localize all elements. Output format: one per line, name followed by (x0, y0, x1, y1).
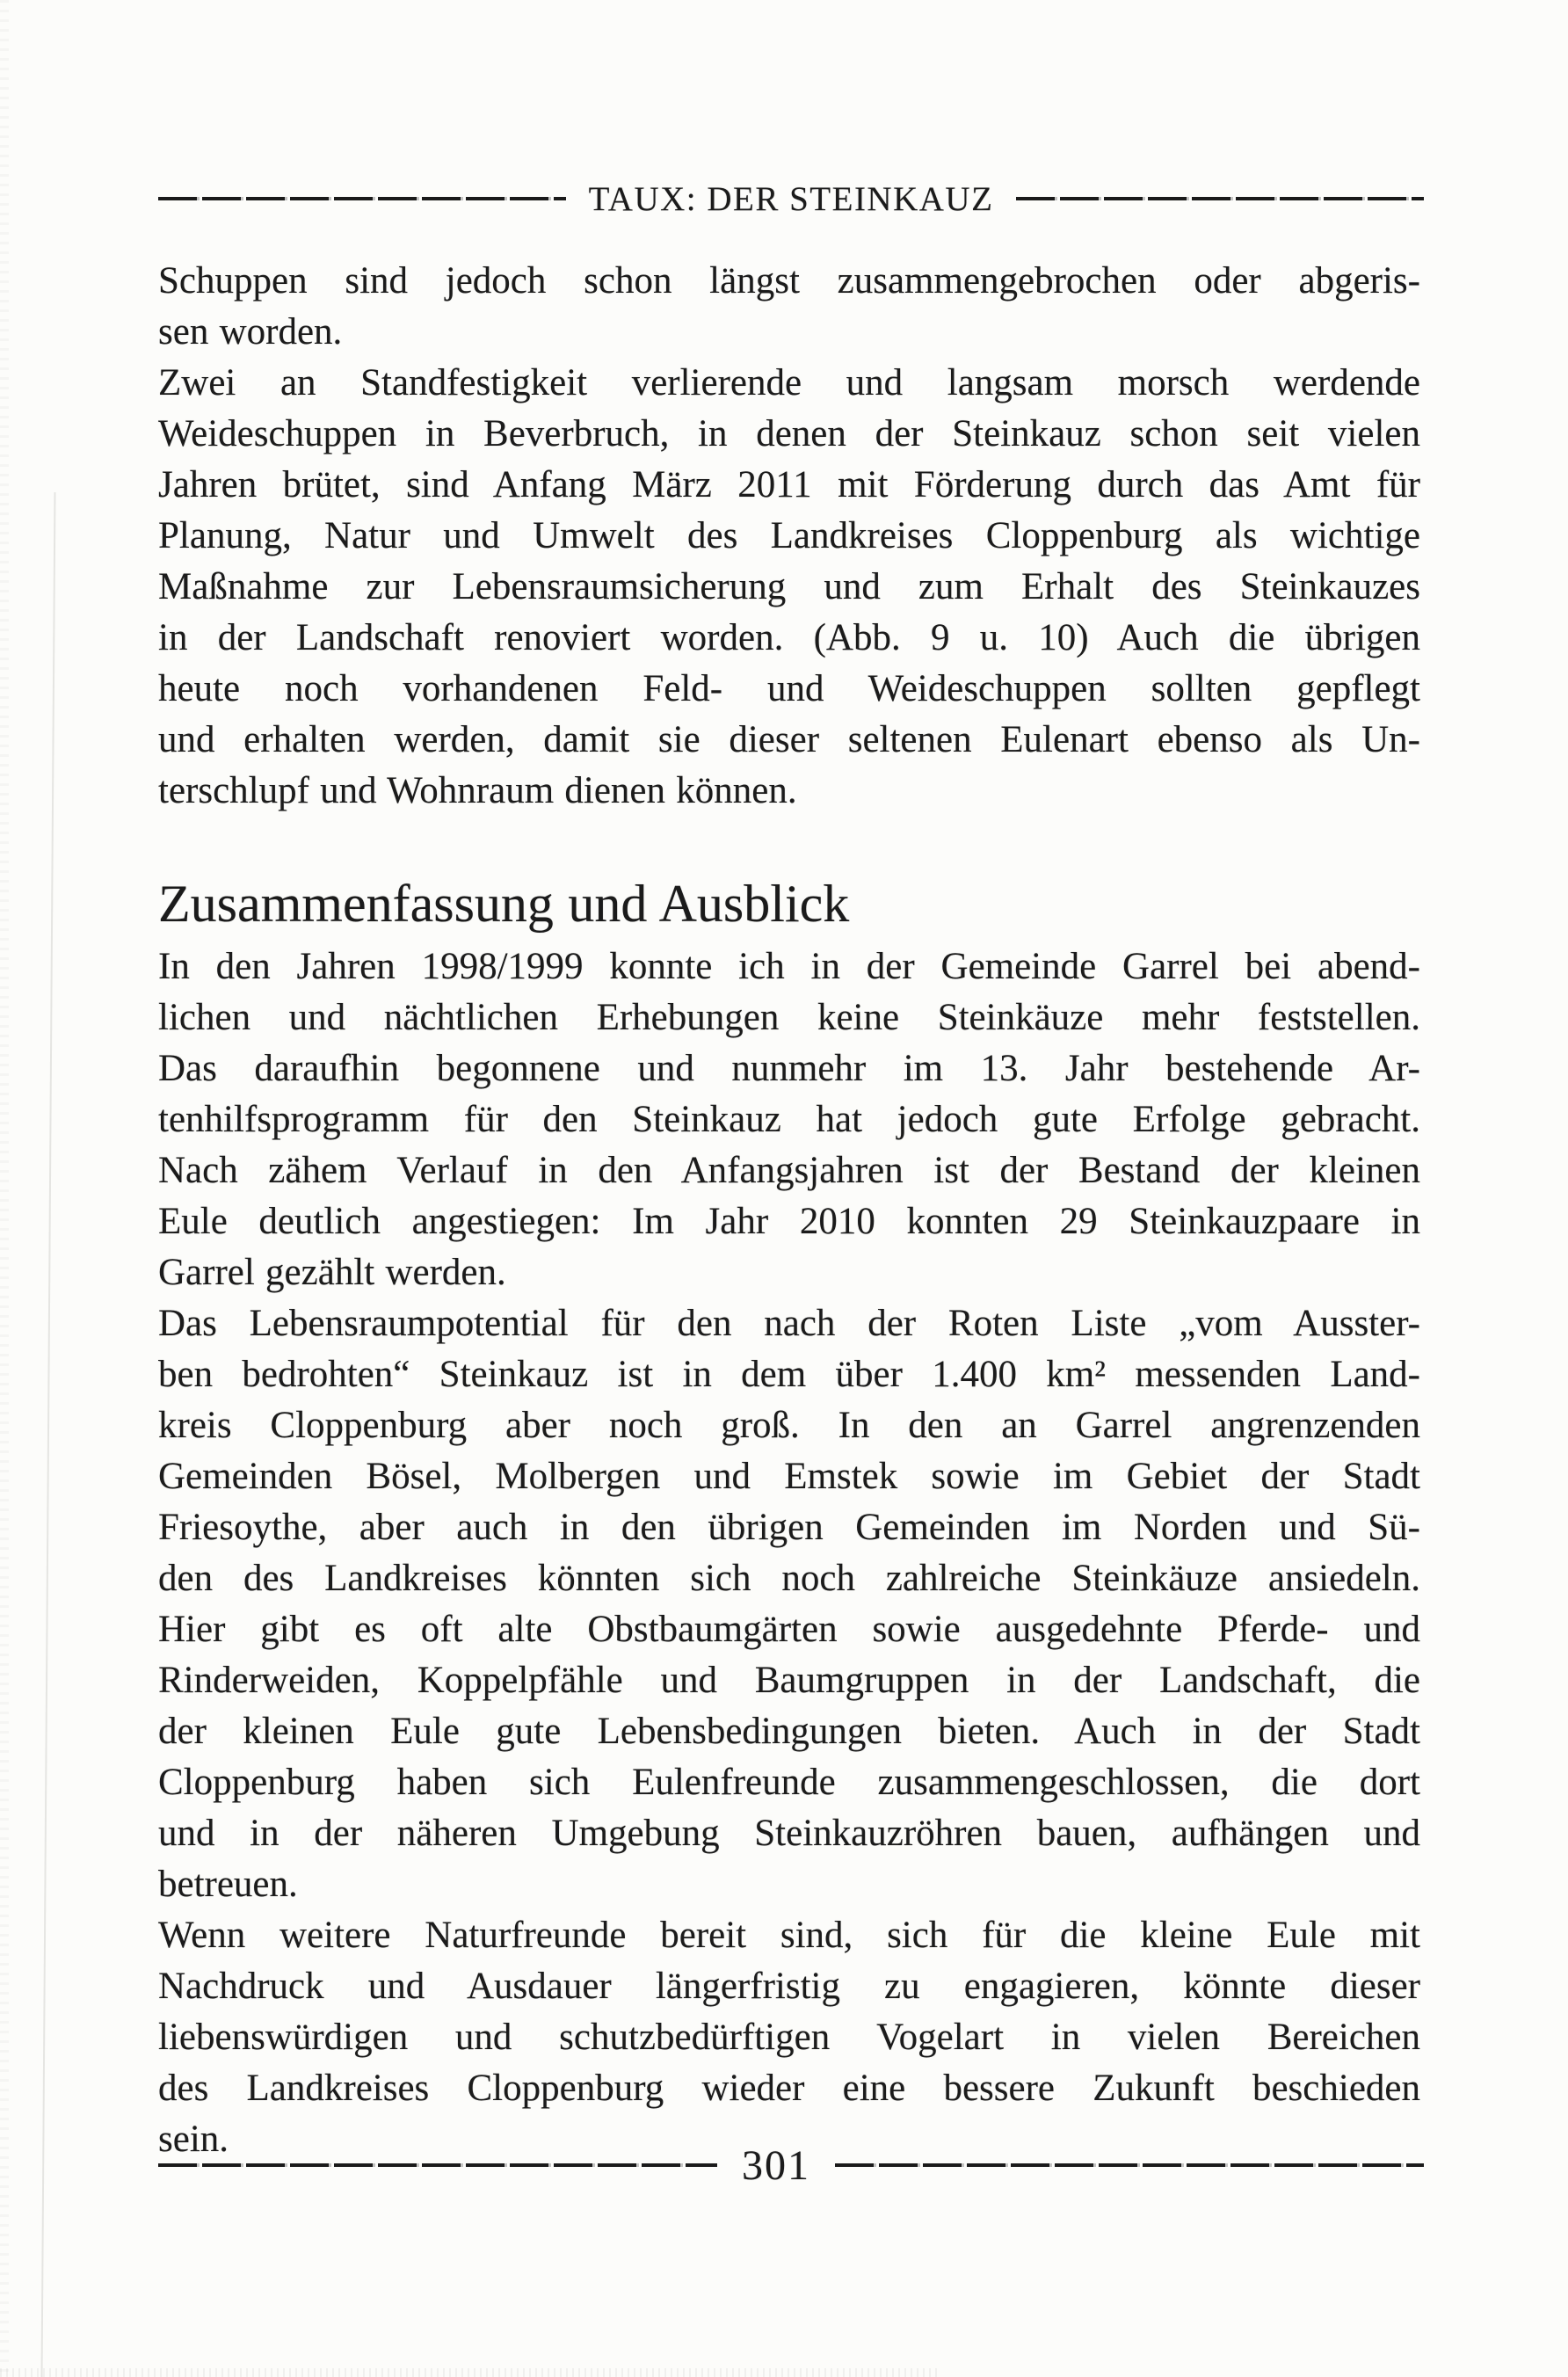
page-number: 301 (742, 2141, 810, 2189)
text-line: Jahren brütet, sind Anfang März 2011 mit Förderung durch das Amt für (158, 464, 1420, 505)
text-line: Maßnahme zur Lebensraumsicherung und zum Erhalt des Steinkauzes (158, 566, 1420, 607)
text-line: Nach zähem Verlauf in den Anfangsjahren ist der Bestand der kleinen (158, 1150, 1420, 1191)
text-line: Gemeinden Bösel, Molbergen und Emstek sowie im Gebiet der Stadt (158, 1456, 1420, 1497)
text-line: Garrel gezählt werden. (158, 1252, 506, 1293)
text-line: terschlupf und Wohnraum dienen können. (158, 770, 797, 811)
text-line: betreuen. (158, 1864, 298, 1905)
text-line: Rinderweiden, Koppelpfähle und Baumgruppen in der Landschaft, die (158, 1660, 1420, 1701)
text-line: Wenn weitere Naturfreunde bereit sind, sich für die kleine Eule mit (158, 1915, 1420, 1956)
scan-artifact-bottom-noise (0, 2368, 940, 2377)
section-heading: Zusammenfassung und Ausblick (158, 875, 850, 933)
header-rule-right (1016, 197, 1424, 200)
text-line: kreis Cloppenburg aber noch groß. In den an Garrel angrenzenden (158, 1405, 1420, 1446)
page-footer (158, 2143, 1424, 2187)
text-line: Das Lebensraumpotential für den nach der Roten Liste „vom Ausster- (158, 1303, 1420, 1344)
text-line: Nachdruck und Ausdauer längerfristig zu engagieren, könnte dieser (158, 1966, 1420, 2007)
text-line: in der Landschaft renoviert worden. (Abb. 9 u. 10) Auch die übrigen (158, 617, 1420, 658)
text-line: Zwei an Standfestigkeit verlierende und langsam morsch werdende (158, 362, 1420, 403)
text-line: tenhilfsprogramm für den Steinkauz hat jedoch gute Erfolge gebracht. (158, 1099, 1420, 1140)
text-line: und erhalten werden, damit sie dieser seltenen Eulenart ebenso als Un- (158, 719, 1420, 760)
running-header (158, 178, 1424, 220)
scan-artifact-left-edge (0, 0, 9, 2377)
text-line: Schuppen sind jedoch schon längst zusammengebrochen oder abgeris- (158, 260, 1420, 302)
text-line: sen worden. (158, 311, 343, 353)
text-line: Eule deutlich angestiegen: Im Jahr 2010 konnten 29 Steinkauzpaare in (158, 1201, 1420, 1242)
running-header-title: TAUX: DER STEINKAUZ (588, 179, 994, 218)
footer-rule-right (835, 2163, 1424, 2167)
text-line: Hier gibt es oft alte Obstbaumgärten sowie ausgedehnte Pferde- und (158, 1609, 1420, 1650)
text-line: lichen und nächtlichen Erhebungen keine Steinkäuze mehr feststellen. (158, 997, 1420, 1038)
scan-artifact-vertical-line (41, 492, 56, 2377)
text-line: Weideschuppen in Beverbruch, in denen der Steinkauz schon seit vielen (158, 413, 1420, 454)
body-text (158, 256, 1420, 2165)
text-line: den des Landkreises könnten sich noch zahlreiche Steinkäuze ansiedeln. (158, 1558, 1420, 1599)
footer-rule-left (158, 2163, 717, 2167)
text-line: Planung, Natur und Umwelt des Landkreises Cloppenburg als wichtige (158, 515, 1420, 556)
text-line: ben bedrohten“ Steinkauz ist in dem über 1.400 km² messenden Land- (158, 1354, 1420, 1395)
text-line: heute noch vorhandenen Feld- und Weideschuppen sollten gepflegt (158, 668, 1420, 709)
text-line: sein. (158, 2119, 229, 2160)
text-line: Friesoythe, aber auch in den übrigen Gemeinden im Norden und Sü- (158, 1507, 1420, 1548)
text-line: Das daraufhin begonnene und nunmehr im 13. Jahr bestehende Ar- (158, 1048, 1420, 1089)
text-line: und in der näheren Umgebung Steinkauzröhren bauen, aufhängen und (158, 1813, 1420, 1854)
text-line: In den Jahren 1998/1999 konnte ich in der Gemeinde Garrel bei abend- (158, 946, 1420, 987)
header-rule-left (158, 197, 566, 200)
text-line: Cloppenburg haben sich Eulenfreunde zusammengeschlossen, die dort (158, 1762, 1420, 1803)
text-line: liebenswürdigen und schutzbedürftigen Vogelart in vielen Bereichen (158, 2017, 1420, 2058)
text-line: der kleinen Eule gute Lebensbedingungen bieten. Auch in der Stadt (158, 1711, 1420, 1752)
text-line: des Landkreises Cloppenburg wieder eine bessere Zukunft beschieden (158, 2068, 1420, 2109)
